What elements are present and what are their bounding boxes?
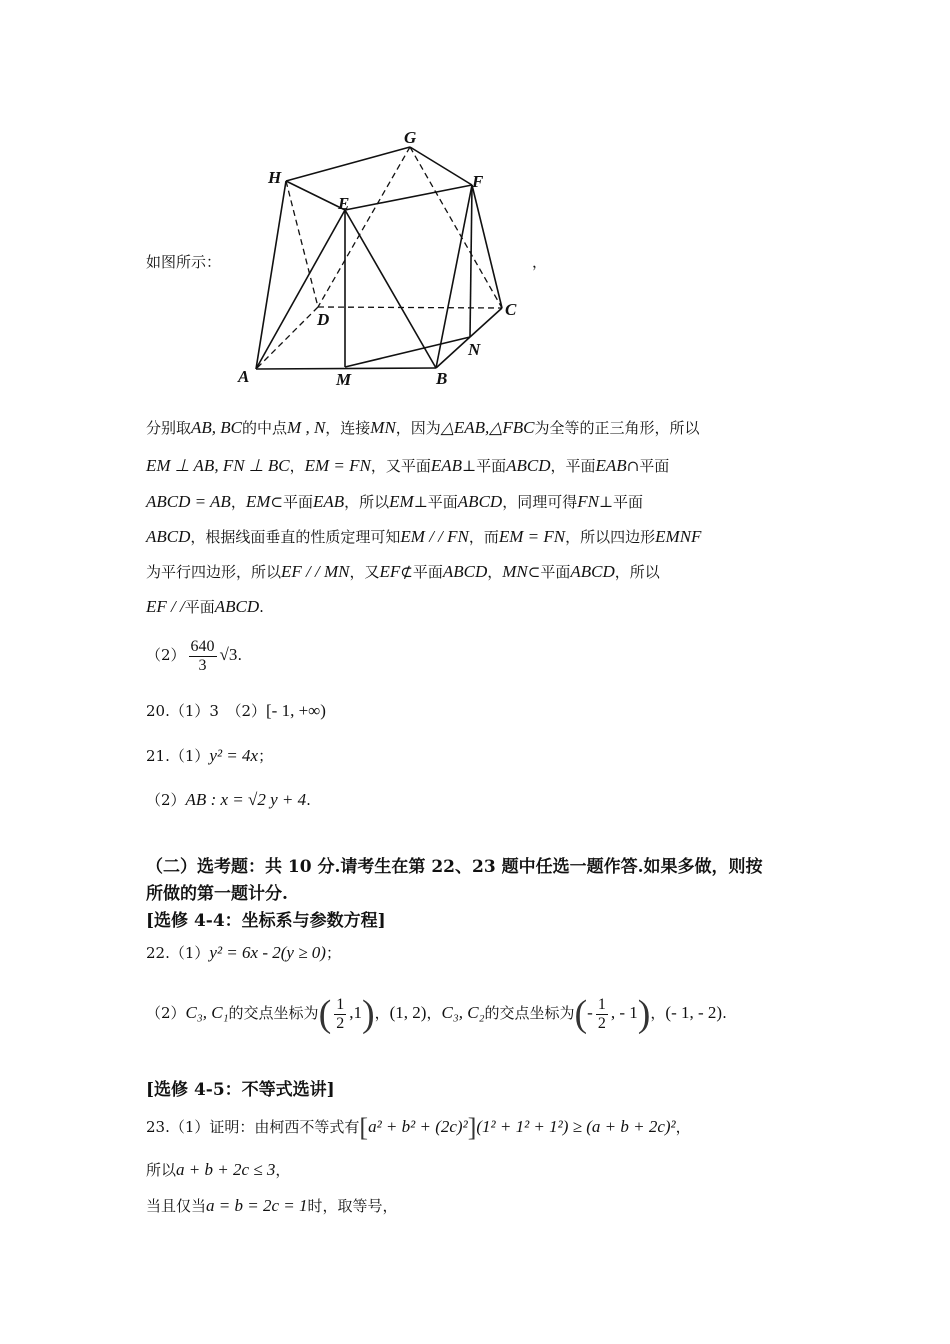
text: 时，取等号， — [307, 1197, 398, 1215]
math: △EAB,△FBC — [440, 418, 535, 437]
section-2-line-2: 所做的第一题计分. — [146, 884, 288, 904]
text: 所以 — [146, 1161, 177, 1179]
q23-line-3 — [146, 1196, 398, 1216]
numerator: 640 — [190, 637, 215, 655]
label: 21.（1） — [146, 747, 210, 765]
math: [- 1, +∞) — [266, 701, 326, 720]
paren-close: ) — [637, 993, 651, 1035]
math: MN — [502, 562, 528, 581]
text: 平面 — [184, 598, 215, 616]
proof-line-1 — [146, 418, 700, 438]
text: 当且仅当 — [146, 1197, 207, 1215]
paren-open: ( — [574, 993, 588, 1035]
math: EF / / — [146, 597, 185, 616]
math: FN — [577, 492, 599, 511]
text: ，同理可得 — [502, 493, 578, 511]
fraction — [596, 996, 608, 1033]
text: ，根据线面垂直的性质定理可知 — [190, 528, 401, 546]
text: ，所以 — [344, 493, 390, 511]
math: EM ⊥ AB, FN ⊥ BC — [146, 456, 290, 475]
label: 22.（1） — [146, 944, 210, 962]
math: a + b + 2c ≤ 3 — [176, 1160, 276, 1179]
denominator: 3 — [198, 656, 207, 674]
label-f: F — [472, 172, 484, 191]
label-b: B — [436, 369, 448, 388]
math: C₃, C₂ — [441, 1003, 485, 1022]
text: ； — [325, 944, 341, 962]
text: . — [259, 598, 264, 616]
text: 为全等的正三角形，所以 — [534, 419, 700, 437]
text: ， — [487, 563, 503, 581]
text: ，所以 — [614, 563, 660, 581]
math: ABCD — [570, 562, 615, 581]
label-c: C — [505, 300, 517, 319]
label: 23.（1）证明：由柯西不等式有 — [146, 1118, 360, 1136]
figure-suffix: ， — [532, 253, 548, 271]
math: y² = 4x — [209, 746, 259, 765]
q22-part1 — [146, 943, 341, 963]
math: (- 1, - 2) — [665, 1003, 723, 1022]
math: EM — [245, 492, 271, 511]
fraction — [189, 638, 217, 675]
text: 的中点 — [242, 419, 288, 437]
label: （2） — [146, 791, 186, 809]
section-4-4-heading: [选修 4-4：坐标系与参数方程] — [146, 911, 386, 931]
text: ， — [426, 1004, 442, 1022]
math: MN — [370, 418, 396, 437]
math: EAB — [595, 456, 627, 475]
bracket-close: ] — [467, 1113, 477, 1142]
text: 的交点坐标为 — [484, 1004, 575, 1022]
denominator: 2 — [597, 1014, 606, 1032]
text: ，连接 — [325, 419, 371, 437]
math: ABCD — [457, 492, 503, 511]
denominator: 2 — [336, 1014, 345, 1032]
q22-part2 — [146, 990, 727, 1037]
math: - — [587, 1003, 593, 1022]
proof-line-5 — [146, 562, 660, 582]
math: a = b = 2c = 1 — [206, 1196, 308, 1215]
label-n: N — [468, 340, 481, 359]
label-h: H — [268, 168, 282, 187]
numerator: 1 — [597, 995, 606, 1013]
math: (1, 2) — [389, 1003, 427, 1022]
q21-part1 — [146, 746, 273, 766]
math: EM = FN — [498, 527, 566, 546]
text: ，因为 — [395, 419, 441, 437]
math: (1² + 1² + 1²) ≥ (a + b + 2c)² — [476, 1117, 676, 1136]
math: ABCD — [442, 562, 488, 581]
text: ∩平面 — [626, 457, 670, 475]
text: ， — [230, 493, 246, 511]
math: EMNF — [655, 527, 702, 546]
text: 分别取 — [146, 419, 192, 437]
math: C₃, C₁ — [185, 1003, 229, 1022]
text: ， — [374, 1004, 390, 1022]
math: ABCD — [214, 597, 260, 616]
fraction — [334, 996, 346, 1033]
text: ，又 — [349, 563, 380, 581]
geometry-figure — [230, 125, 530, 393]
text: . — [306, 791, 311, 809]
math: AB, BC — [191, 418, 243, 437]
label-d: D — [317, 310, 330, 329]
math: EAB — [312, 492, 345, 511]
label: （2） — [146, 1004, 186, 1022]
q23-line-2 — [146, 1160, 290, 1180]
text: ⊂平面 — [527, 563, 571, 581]
text: 为平行四边形，所以 — [146, 563, 282, 581]
label-g: G — [404, 128, 417, 147]
math: y² = 6x - 2 — [209, 943, 281, 962]
math: EF / / MN — [281, 562, 350, 581]
text: ， — [275, 1161, 291, 1179]
math: (y ≥ 0) — [280, 943, 326, 962]
bracket-open: [ — [359, 1113, 369, 1142]
proof-line-3 — [146, 492, 643, 512]
text: ⊥平面 — [598, 493, 644, 511]
math: ABCD — [506, 456, 551, 475]
text: . — [722, 1004, 727, 1022]
paren-open: ( — [318, 993, 332, 1035]
q20 — [146, 701, 326, 721]
math: EM — [389, 492, 414, 511]
text: . — [237, 646, 243, 664]
math: EM = FN — [304, 456, 371, 475]
label-a: A — [238, 367, 250, 386]
math: ABCD — [146, 527, 191, 546]
label: （2） — [146, 646, 186, 664]
proof-line-6 — [146, 597, 264, 617]
numerator: 1 — [336, 995, 345, 1013]
math: √3 — [219, 645, 238, 664]
math: a² + b² + (2c)² — [368, 1117, 468, 1136]
label-m: M — [336, 370, 352, 389]
text: ，而 — [468, 528, 499, 546]
math: EAB — [430, 456, 463, 475]
math: EF — [379, 562, 401, 581]
paren-close: ) — [361, 993, 375, 1035]
text: ⊥平面 — [462, 457, 507, 475]
text: ， — [675, 1118, 691, 1136]
math: ,1 — [349, 1003, 362, 1022]
label: 20.（1）3 （2） — [146, 702, 266, 720]
text: ， — [650, 1004, 666, 1022]
text: ，平面 — [550, 457, 596, 475]
proof-line-4 — [146, 527, 701, 547]
figure-prefix: 如图所示： — [146, 253, 222, 271]
text: ⊥平面 — [413, 493, 458, 511]
text: ； — [258, 747, 274, 765]
math: M , N — [287, 418, 326, 437]
math: AB : x = √2 y + 4 — [185, 790, 307, 809]
text: ⊄平面 — [400, 563, 443, 581]
text: ，所以四边形 — [565, 528, 656, 546]
section-2-line-1: （二）选考题：共 10 分.请考生在第 22、23 题中任选一题作答.如果多做，则按 — [146, 857, 763, 877]
q23-line-1 — [146, 1113, 691, 1142]
q21-part2 — [146, 790, 311, 810]
math: , - 1 — [610, 1003, 638, 1022]
math: ABCD = AB — [146, 492, 231, 511]
math: EM / / FN — [400, 527, 469, 546]
label-e: E — [338, 194, 350, 213]
proof-line-2 — [146, 456, 669, 476]
part-2-volume — [146, 632, 242, 678]
text: ， — [289, 457, 305, 475]
section-4-5-heading: [选修 4-5：不等式选讲] — [146, 1080, 335, 1100]
text: ⊂平面 — [270, 493, 313, 511]
text: ，又平面 — [370, 457, 431, 475]
text: 的交点坐标为 — [228, 1004, 319, 1022]
